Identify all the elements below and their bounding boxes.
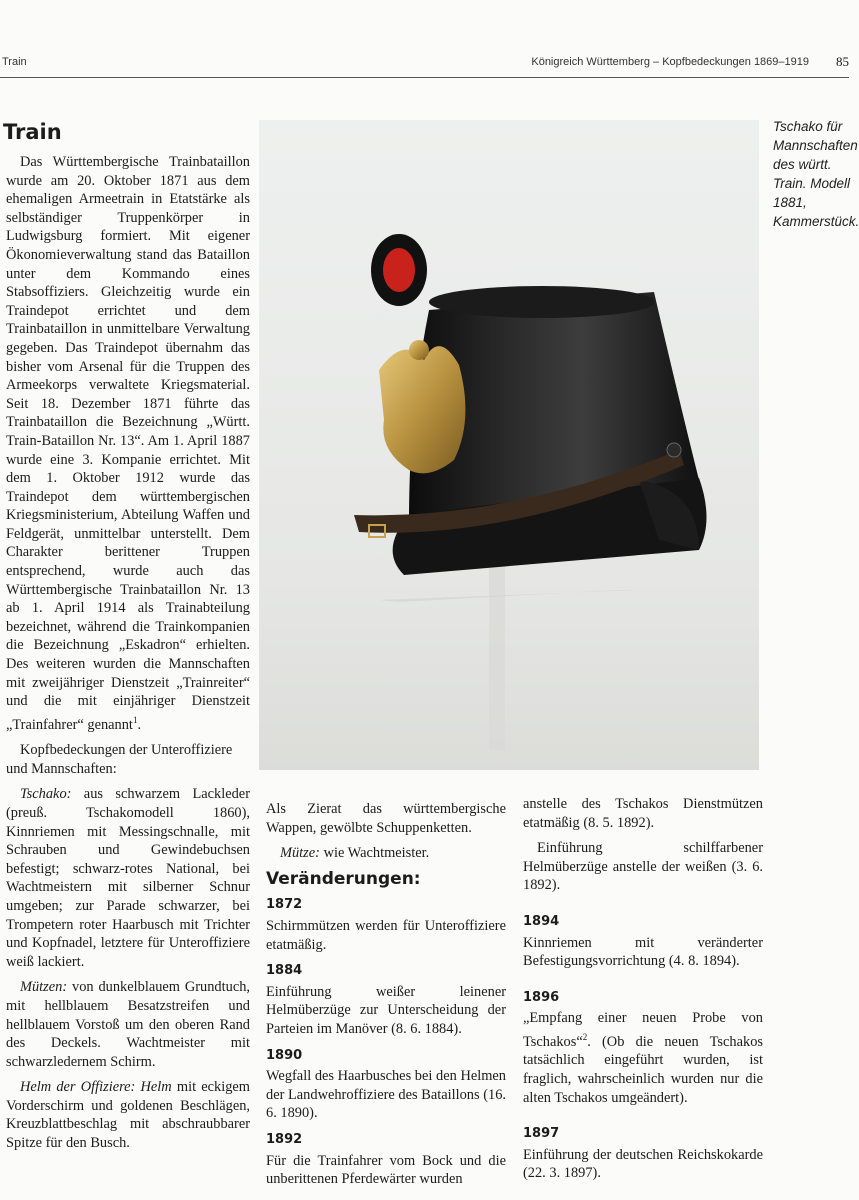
year-1884: 1884 [266,963,303,979]
footnote-ref-2: 2 [582,1031,588,1042]
muetze-text: wie Wachtmeister. [319,845,430,862]
change-1897: Einführung der deutschen Reichskokarde (22. 3. 1897). [523,1146,763,1182]
muetze-paragraph [266,844,506,863]
change-1892-cont: anstelle des Tschakos Dienstmützen etatmäßig (8. 5. 1892). [523,796,763,831]
column-3 [523,795,763,1190]
intro-paragraph: Das Württembergische Trainbataillon wurde am 20. Oktober 1871 aus dem ehemaligen Armeetrain in Etatstärke als selbständiger Truppenkörper in Ludwigsburg formiert. Mit eigener Ökonomieverwaltung stand das Bataillon unter dem Kommando eines Stabsoffiziers. Gleichzeitig wurde ein Traindepot errichtet und dem Trainbataillon in unmittelbare Verwaltung gegeben. Das Traindepot übernahm das bisher vom Arsenal für die Truppen des Armeekorps verwaltete Kriegsmaterial. Seit 18. Dezember 1871 führte das Trainbataillon die Bezeichnung „Württ. Train-Bataillon Nr. 13“. Am 1. April 1887 wurde eine 3. Kompanie errichtet. Mit dem 1. Oktober 1912 wurde das Traindepot dem württembergischen Kriegsministerium, Abteilung Waffen und Feldgerät, unmittelbar unterstellt. Dem Charakter berittener Truppen entsprechend, wurde auch das Württembergische Trainbataillon Nr. 13 ab 1. April 1914 als Trainabteilung bezeichnet, während die Trainkompanien die Bezeichnung „Eskadron“ erhielten. Des weiteren wurden die Mannschaften mit zweijähriger Dienstzeit „Trainreiter“ und die mit einjähriger Dienstzeit „Trainfahrer“ genannt$^1$. [6,154,250,733]
year-1892: 1892 [266,1131,303,1147]
change-1884: Einführung weißer leinener Helmüberzüge zur Unterscheidung der Parteien im Manöver (8. 6. 1884). [266,983,506,1037]
column-1 [6,153,250,1160]
change-1896 [523,1009,763,1107]
change-1896-quote: „Empfang einer neuen Probe von Tschakos“ [523,1010,763,1050]
photo-caption: Tschako für Mannschaften des württ. Train. Modell 1881, Kammerstück. [773,119,859,229]
tschako-illustration [259,120,759,770]
page-number: 85 [836,54,849,69]
changes-heading: Veränderungen: [266,868,421,889]
column-2 [266,800,506,1196]
year-1890: 1890 [266,1047,303,1063]
helm-paragraph [6,1078,250,1152]
change-1894: Kinnriemen mit veränderter Befestigungsvorrichtung (4. 8. 1894). [523,934,763,970]
year-1897: 1897 [523,1126,560,1142]
muetzen-lead: Mützen: [20,979,68,996]
muetzen-text: von dunkelblauem Grundtuch, mit hellblauem Besatzstreifen und hellblauem Vorstoß um den oberen Rand des Deckels. Wachtmeister mit schwarzledernem Schirm. [6,979,250,1070]
year-1872: 1872 [266,897,303,913]
tschako-text: aus schwarzem Lackleder (preuß. Tschakomodell 1860), Kinnriemen mit Messingschnalle, mit Schrauben und Gewindebuchsen befestigt; schwarz-rotes National, bei Wachtmeistern mit silberner Schnur umgeben; zur Parade schwarzer, bei Trompetern roter Haarbusch mit Trichter und Kopfnadel, letztere für Unteroffiziere weiß lackiert. [6,786,250,970]
muetzen-paragraph [6,978,250,1071]
change-1872: Schirmmützen werden für Unteroffiziere etatmäßig. [266,917,506,953]
tschako-paragraph [6,785,250,971]
change-1890: Wegfall des Haarbusches bei den Helmen der Landwehroffiziere des Bataillons (16. 6. 1890). [266,1068,506,1122]
footnote-ref-1: 1 [132,714,138,725]
header-rule [0,77,849,78]
header-section: Train [2,56,27,68]
page-title: Train [3,120,62,144]
helm-lead: Helm der Offiziere: Helm [20,1079,172,1096]
change-1892-b: Einführung schilffarbener Helmüberzüge anstelle der weißen (3. 6. 1892). [523,840,763,894]
running-title: Königreich Württemberg – Kopfbedeckungen 1869–1919 [531,56,809,68]
zierat-paragraph: Als Zierat das württembergische Wappen, gewölbte Schuppenketten. [266,801,506,836]
change-1896-note: . (Ob die neuen Tschakos tatsächlich eingeführt wurden, ist fraglich, wahrscheinlich wurden nur die alten Tschakos umgeändert). [523,1033,763,1106]
change-1892: Für die Trainfahrer vom Bock und die unberittenen Pferdewärter wurden [266,1152,506,1188]
muetze-lead: Mütze: [280,845,320,862]
headwear-intro: Kopfbedeckungen der Unteroffiziere und Mannschaften: [6,742,233,777]
helm-text: mit eckigem Vorderschirm und goldenen Beschlägen, Kreuzblattbeschlag mit abschraubbarer Spitze für den Busch. [6,1079,251,1152]
year-1894: 1894 [523,913,560,929]
tschako-lead: Tschako: [20,786,72,803]
year-1896: 1896 [523,989,560,1005]
tschako-photo [259,120,759,770]
intro-text: Das Württembergische Trainbataillon wurde am 20. Oktober 1871 aus dem ehemaligen Armeetrain in Etatstärke als selbständiger Truppenkörper in Ludwigsburg formiert. Mit eigener Ökonomieverwaltung stand das Bataillon unter dem Kommando eines Stabsoffiziers. Gleichzeitig wurde ein Traindepot errichtet und dem Trainbataillon in unmittelbare Verwaltung gegeben. Das Traindepot übernahm das bisher vom Arsenal für die Truppen des Armeekorps verwaltete Kriegsmaterial. Seit 18. Dezember 1871 führte das Trainbataillon die Bezeichnung „Württ. Train-Bataillon Nr. 13“. Am 1. April 1887 wurde eine 3. Kompanie errichtet. Mit dem 1. Oktober 1912 wurde das Traindepot dem württembergischen Kriegsministerium, Abteilung Waffen und Feldgerät, unmittelbar unterstellt. Dem Charakter berittener Truppen entsprechend, wurde auch das Württembergische Trainbataillon Nr. 13 ab 1. April 1914 als Trainabteilung bezeichnet, während die Trainkompanien die Bezeichnung „Eskadron“ erhielten. Des weiteren wurden die Mannschaften mit zweijähriger Dienstzeit „Trainreiter“ und die mit einjähriger Dienstzeit „Trainfahrer“ genannt [6,154,250,733]
